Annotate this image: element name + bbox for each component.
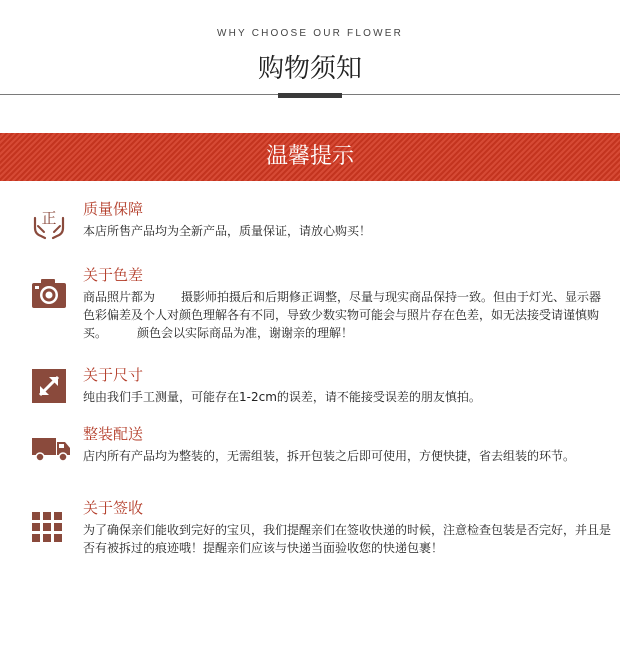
section-text: 店内所有产品均为整装的，无需组装，拆开包装之后即可使用，方便快捷，省去组装的环节。 xyxy=(83,449,576,463)
section-title: 质量保障 xyxy=(83,200,144,218)
grid-icon xyxy=(31,511,67,547)
genuine-hands-icon xyxy=(31,204,67,240)
section-text xyxy=(83,288,613,342)
section-title: 整装配送 xyxy=(83,425,144,443)
resize-arrow-icon xyxy=(31,368,67,404)
text-part: 颜色会以实际商品为准，谢谢亲的理解！ xyxy=(137,326,354,340)
section-text: 本店所售产品均为全新产品，质量保证，请放心购买！ xyxy=(83,224,372,238)
banner-title: 温馨提示 xyxy=(265,144,354,169)
section-text: 为了确保亲们能收到完好的宝贝，我们提醒亲们在签收快递的时候，注意检查包装是否完好，并且是否有被拆过的痕迹哦！提醒亲们应该与快递当面验收您的快递包裹！ xyxy=(83,523,612,555)
camera-icon xyxy=(31,276,67,312)
text-part: 摄影师拍摄后和后期修正调整，尽量与现实商品保持一致。但由于灯光、显示器色彩偏差及个人对颜色理解各有不同，导致少数实物可能会与照片存在色差，如无法接受请谨慎购买。 xyxy=(83,290,602,340)
delivery-truck-icon xyxy=(31,429,67,465)
section-title: 关于色差 xyxy=(83,266,144,284)
header-subtitle: WHY CHOOSE OUR FLOWER xyxy=(216,28,404,39)
tips-banner xyxy=(0,133,620,181)
section-text: 纯由我们手工测量，可能存在1-2cm的误差，请不能接受误差的朋友慎拍。 xyxy=(83,390,481,404)
page-title: 购物须知 xyxy=(257,54,362,84)
text-part: 商品照片都为 xyxy=(83,290,156,304)
section-title: 关于签收 xyxy=(83,499,144,517)
header-underline-accent xyxy=(278,93,342,98)
section-title: 关于尺寸 xyxy=(83,366,144,384)
svg-text:正: 正 xyxy=(41,209,57,227)
